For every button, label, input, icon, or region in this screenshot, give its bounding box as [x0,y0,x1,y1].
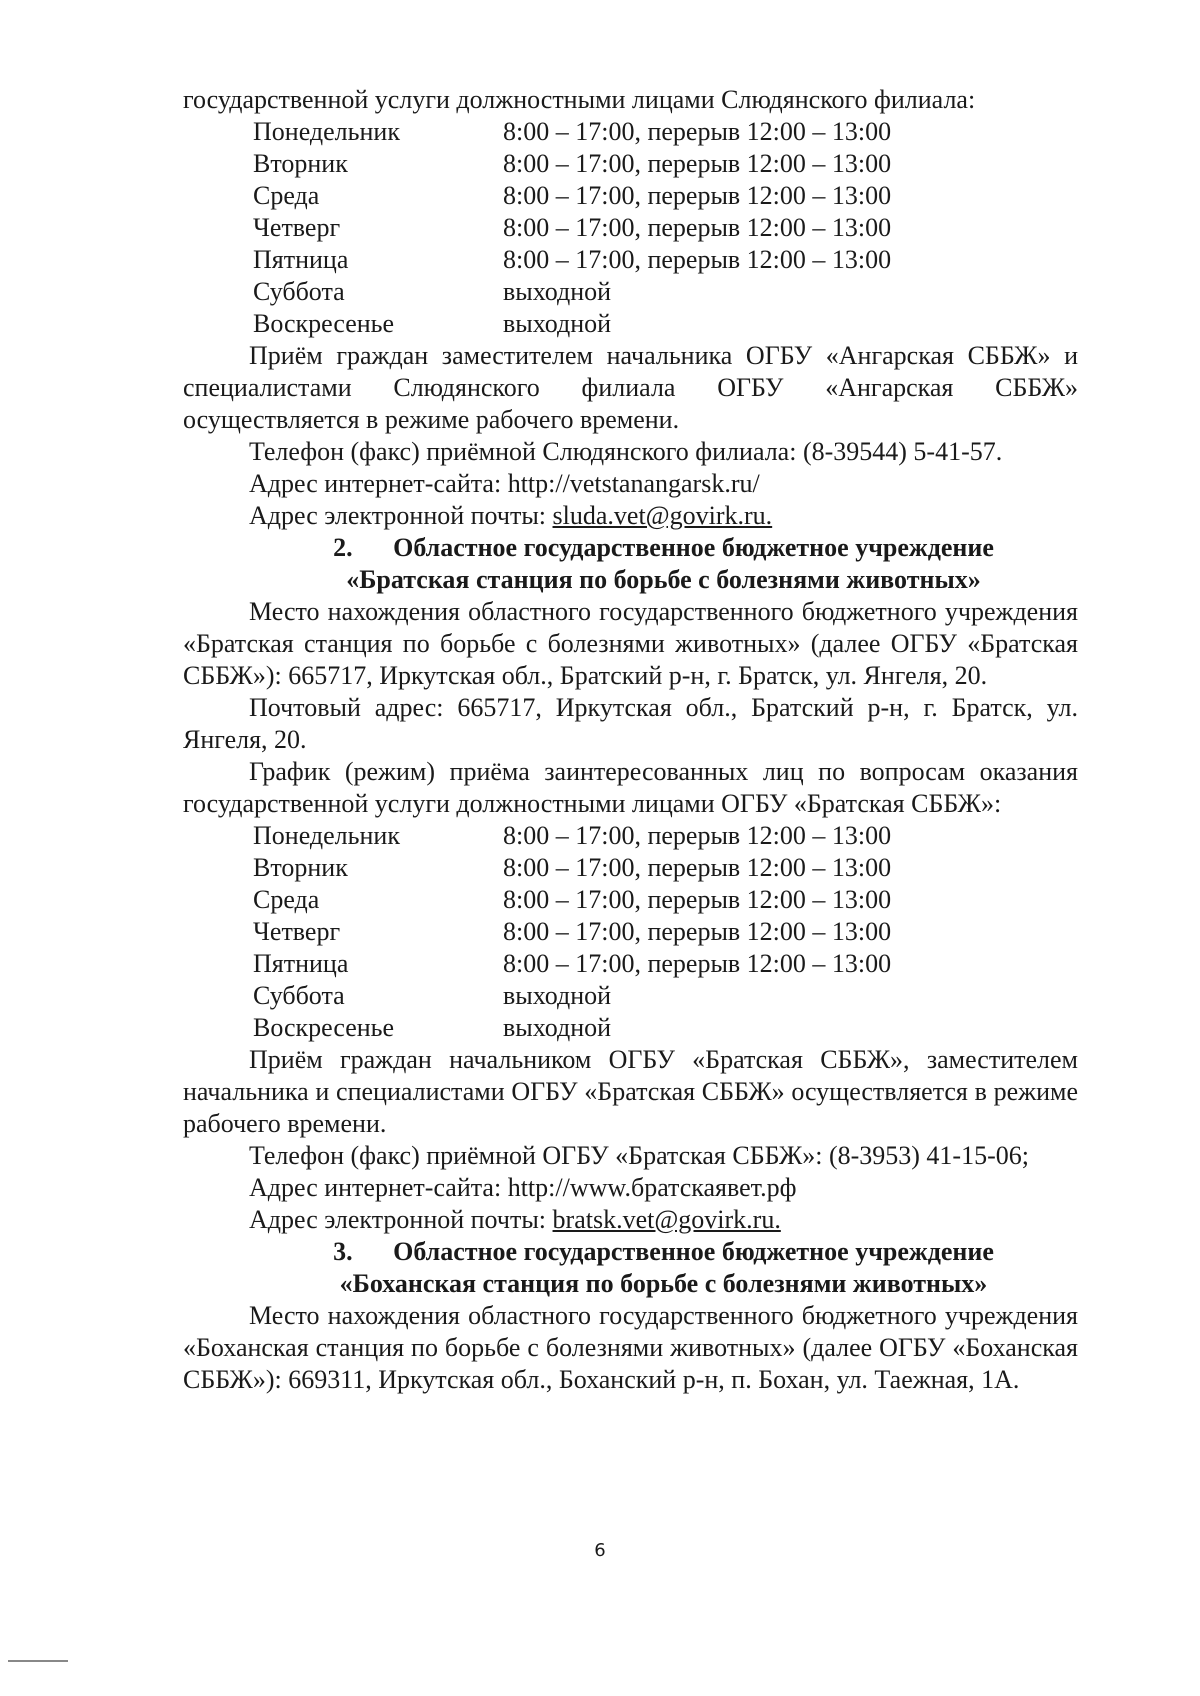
day-hours: 8:00 – 17:00, перерыв 12:00 – 13:00 [503,245,892,274]
day-label: Пятница [253,949,349,978]
bratsk-schedule [253,820,1078,1044]
day-label: Воскресенье [253,1013,395,1042]
day-hours: 8:00 – 17:00, перерыв 12:00 – 13:00 [503,917,892,946]
website-label: Адрес интернет-сайта: [249,1173,508,1202]
schedule-intro: График (режим) приёма заинтересованных лиц по вопросам оказания государственной услуги должностными лицами ОГБУ «Братская СББЖ»: [183,757,1078,818]
schedule-row [253,116,1078,148]
location-paragraph: Место нахождения областного государственного бюджетного учреждения «Братская станция по борьбе с болезнями животных» (далее ОГБУ «Братская СББЖ»): 665717, Иркутская обл., Братский р-н, г. Братск, ул. Янгеля, 20. [183,597,1078,690]
schedule-row [253,884,1078,916]
section-title-line2: «Боханская станция по борьбе с болезнями животных» [339,1269,988,1298]
schedule-row [253,980,1078,1012]
section-title-line1: Областное государственное бюджетное учреждение [393,1237,994,1266]
section-number: 2. [333,533,353,562]
email-link[interactable]: sluda.vet@govirk.ru. [552,501,773,530]
location-paragraph: Место нахождения областного государственного бюджетного учреждения «Боханская станция по борьбе с болезнями животных» (далее ОГБУ «Боханская СББЖ»): 669311, Иркутская обл., Боханский р-н, п. Бохан, ул. Таежная, 1А. [183,1301,1078,1394]
section-heading [249,1236,1078,1268]
day-hours: 8:00 – 17:00, перерыв 12:00 – 13:00 [503,949,892,978]
section-number: 3. [333,1237,353,1266]
day-label: Суббота [253,277,345,306]
section-title-line1: Областное государственное бюджетное учреждение [393,533,994,562]
day-label: Среда [253,181,320,210]
website-line [183,1172,1078,1204]
page-number: 6 [594,1540,606,1561]
day-hours: 8:00 – 17:00, перерыв 12:00 – 13:00 [503,181,892,210]
scan-artifact-line [8,1660,68,1662]
schedule-row [253,820,1078,852]
website-line [183,468,1078,500]
schedule-row [253,916,1078,948]
schedule-row [253,308,1078,340]
website-label: Адрес интернет-сайта: [249,469,508,498]
website-link[interactable]: http://vetstanangarsk.ru/ [507,469,760,498]
schedule-row [253,948,1078,980]
day-label: Вторник [253,853,348,882]
day-hours: выходной [503,1013,612,1042]
reception-paragraph: Приём граждан заместителем начальника ОГБУ «Ангарская СББЖ» и специалистами Слюдянского филиала ОГБУ «Ангарская СББЖ» осуществляется в режиме рабочего времени. [183,341,1078,434]
day-hours: 8:00 – 17:00, перерыв 12:00 – 13:00 [503,213,892,242]
day-label: Пятница [253,245,349,274]
postal-paragraph: Почтовый адрес: 665717, Иркутская обл., Братский р-н, г. Братск, ул. Янгеля, 20. [183,693,1078,754]
email-line [183,1204,1078,1236]
day-label: Среда [253,885,320,914]
schedule-row [253,276,1078,308]
day-hours: выходной [503,277,612,306]
website-link[interactable]: http://www.братскаявет.рф [507,1173,797,1202]
email-label: Адрес электронной почты: [249,1205,553,1234]
day-label: Воскресенье [253,309,395,338]
email-link[interactable]: bratsk.vet@govirk.ru. [552,1205,781,1234]
page-content [183,84,1078,1396]
day-hours: выходной [503,981,612,1010]
day-label: Четверг [253,213,341,242]
schedule-row [253,1012,1078,1044]
email-label: Адрес электронной почты: [249,501,553,530]
schedule-row [253,852,1078,884]
day-hours: 8:00 – 17:00, перерыв 12:00 – 13:00 [503,885,892,914]
schedule-row [253,180,1078,212]
section-heading [249,532,1078,564]
section-title-line2: «Братская станция по борьбе с болезнями животных» [346,565,981,594]
reception-paragraph: Приём граждан начальником ОГБУ «Братская СББЖ», заместителем начальника и специалистами ОГБУ «Братская СББЖ» осуществляется в режиме рабочего времени. [183,1045,1078,1138]
schedule-row [253,244,1078,276]
schedule-intro-tail: государственной услуги должностными лицами Слюдянского филиала: [183,85,976,114]
day-hours: 8:00 – 17:00, перерыв 12:00 – 13:00 [503,853,892,882]
phone-line: Телефон (факс) приёмной Слюдянского филиала: (8-39544) 5-41-57. [249,437,1003,466]
day-label: Вторник [253,149,348,178]
phone-line: Телефон (факс) приёмной ОГБУ «Братская СББЖ»: (8-3953) 41-15-06; [249,1141,1029,1170]
day-hours: 8:00 – 17:00, перерыв 12:00 – 13:00 [503,821,892,850]
schedule-row [253,148,1078,180]
day-label: Суббота [253,981,345,1010]
day-label: Понедельник [253,117,400,146]
day-hours: выходной [503,309,612,338]
sludyanka-schedule [253,116,1078,340]
day-hours: 8:00 – 17:00, перерыв 12:00 – 13:00 [503,117,892,146]
day-label: Четверг [253,917,341,946]
day-hours: 8:00 – 17:00, перерыв 12:00 – 13:00 [503,149,892,178]
day-label: Понедельник [253,821,400,850]
schedule-row [253,212,1078,244]
email-line [183,500,1078,532]
